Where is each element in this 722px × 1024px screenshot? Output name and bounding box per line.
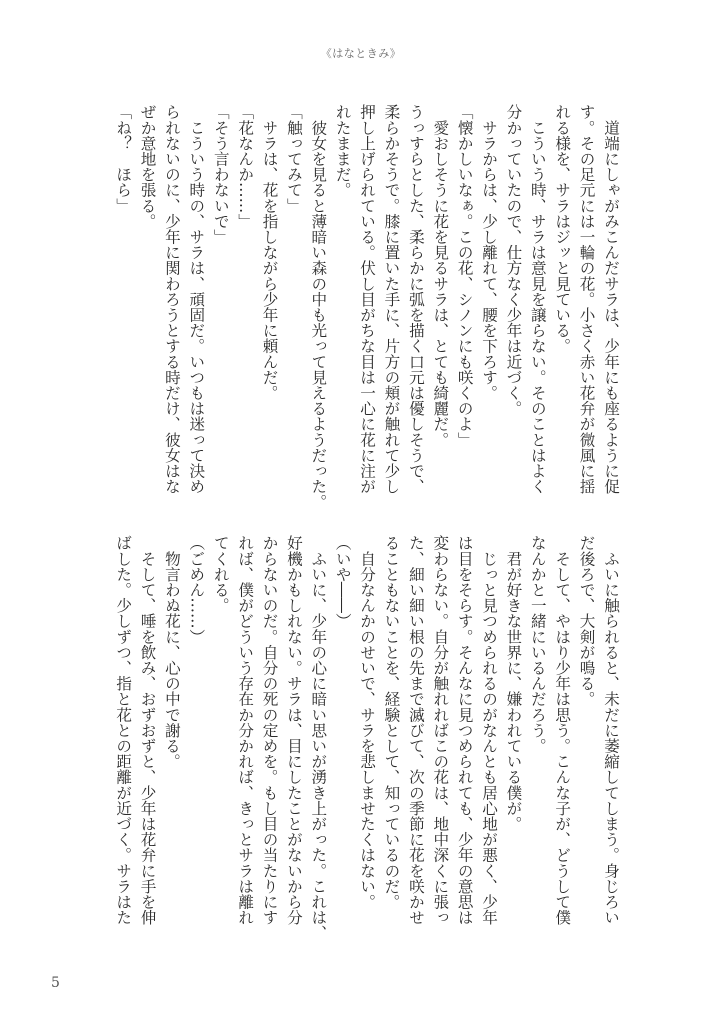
text-line: ふいに、少年の心に暗い思いが湧き上がった。これは、: [309, 535, 328, 941]
page-number: 5: [51, 975, 60, 991]
text-line: た、細い細い根の先まで滅びて、次の季節に花を咲かせ: [406, 535, 425, 925]
text-line: 好機かもしれない。サラは、目にしたことがないから分: [284, 535, 303, 925]
text-line: そして、唾を飲み、おずおずと、少年は花弁に手を伸: [138, 535, 157, 925]
text-line: サラからは、少し離れて、腰を下ろす。: [480, 104, 499, 401]
body-text-lower-block: [110, 535, 623, 941]
text-line: 柔らかそうで。膝に置いた手に、片方の頬が触れて少し: [382, 104, 401, 494]
text-line: 彼女を見ると薄暗い森の中も光って見えるようだった。: [309, 104, 328, 510]
text-line: れば、僕がどういう存在か分かれば、きっとサラは離れ: [236, 535, 255, 925]
text-line: ふいに触られると、未だに萎縮してしまう。身じろい: [602, 535, 620, 925]
text-line: うっすらとした、柔らかに弧を描く口元は優しそうで、: [406, 104, 425, 494]
text-line: サラは、花を指しながら少年に頼んだ。: [260, 104, 279, 401]
text-line: だ後ろで、大剣が鳴る。: [577, 535, 596, 707]
text-line: ることもないことを、経験として、知っているのだ。: [382, 535, 401, 910]
text-line: ぜか意地を張る。: [138, 104, 157, 229]
text-line: 「ね？ ほら」: [114, 104, 133, 214]
text-line: てくれる。: [211, 535, 230, 613]
text-line: 物言わぬ花に、心の中で謝る。: [162, 535, 181, 769]
text-line: なんかと一緒にいるんだろう。: [528, 535, 547, 754]
text-line: は目をそらす。そんなに見つめられても、少年の意思は: [455, 535, 474, 925]
text-line: こういう時、サラは意見を譲らない。そのことはよく: [528, 104, 547, 494]
text-line: れたままだ。: [333, 104, 352, 198]
text-line: （いや――）: [333, 535, 352, 629]
text-line: 「触ってみて」: [284, 104, 303, 214]
text-line: （ごめん……）: [187, 535, 206, 645]
text-line: 変わらない。自分が触れればこの花は、地中深くに張っ: [431, 535, 450, 925]
text-line: こういう時の、サラは、頑固だ。いつもは迷って決め: [187, 104, 206, 494]
text-line: 自分なんかのせいで、サラを悲しませたくはない。: [358, 535, 377, 910]
text-line: 道端にしゃがみこんだサラは、少年にも座るように促: [602, 104, 620, 494]
text-line: られないのに、少年に関わろうとする時だけ、彼女はな: [162, 104, 181, 494]
text-line: 押し上げられている。伏し目がちな目は一心に花に注が: [358, 104, 377, 494]
text-line: そして、やはり少年は思う。こんな子が、どうして僕: [553, 535, 572, 925]
text-line: 愛おしそうに花を見るサラは、とても綺麗だ。: [431, 104, 450, 448]
text-line: す。その足元には一輪の花。小さく赤い花弁が微風に揺: [577, 104, 596, 494]
text-line: れる様を、サラはジッと見ている。: [553, 104, 572, 354]
text-line: 分かっていたので、仕方なく少年は近づく。: [504, 104, 523, 416]
text-line: ばした。少しずつ、指と花との距離が近づく。サラはた: [114, 535, 133, 925]
text-line: 「そう言わないで」: [211, 104, 230, 245]
body-text-upper-block: [110, 104, 623, 510]
text-line: 「懐かしいなぁ。この花、シノンにも咲くのよ」: [455, 104, 474, 448]
text-line: 君が好きな世界に、嫌われている僕が。: [504, 535, 523, 832]
running-title: 《はなときみ》: [320, 47, 402, 60]
text-line: じっと見つめられるのがなんとも居心地が悪く、少年: [480, 535, 499, 925]
text-line: からないのだ。自分の死の定めを。もし目の当たりにす: [260, 535, 279, 925]
text-line: 「花なんか……」: [236, 104, 255, 229]
